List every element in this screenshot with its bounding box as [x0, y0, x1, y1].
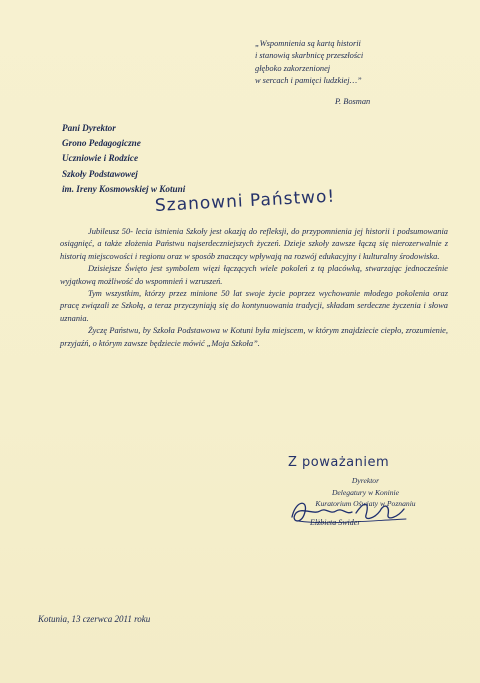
body-paragraph: Dzisiejsze Święto jest symbolem więzi łączących wiele pokoleń z tą placówką, stwarzając jednocześnie wyjątkową możliwość do wspomnień i wzruszeń. [60, 264, 448, 286]
letter-body [60, 226, 448, 350]
handwritten-closing: Z poważaniem [288, 455, 390, 470]
signatory-name: Elżbieta Swider [310, 518, 361, 527]
motto-author: P. Bosman [335, 97, 371, 106]
signatory-title-line: Dyrektor [351, 476, 380, 485]
handwritten-greeting: Szanowni Państwo! [154, 186, 336, 216]
addressee-line: Szkoły Podstawowej [62, 168, 138, 179]
place-date: Kotunia, 13 czerwca 2011 roku [38, 614, 151, 624]
motto-line: i stanowią skarbnicę przeszłości [255, 51, 364, 61]
addressee-line: im. Ireny Kosmowskiej w Kotuni [62, 183, 186, 194]
addressee-line: Grono Pedagogiczne [62, 138, 141, 149]
addressee-block [62, 121, 185, 197]
body-paragraph: Tym wszystkim, którzy przez minione 50 lat swoje życie poprzez wychowanie młodego pokolenia oraz pracę związali ze Szkołą, a teraz przyczyniają się do kontynuowania tradycji, składam serdeczne życzenia i słowa uznania. [60, 289, 448, 323]
addressee-line: Pani Dyrektor [62, 123, 116, 133]
body-paragraph: Jubileusz 50- lecia istnienia Szkoły jest okazją do refleksji, do przypomnienia jej historii i podsumowania osiągnięć, a także złożenia Państwu najserdeczniejszych życzeń. Dzieje szkoły zawsze łączą się nierozerwalnie z historią miejscowości i regionu oraz w sposób znaczący wpływają na rozwój edukacyjny i kulturalny środowiska. [60, 227, 448, 261]
motto-line: w sercach i pamięci ludzkiej…” [255, 75, 362, 85]
body-paragraph: Życzę Państwu, by Szkoła Podstawowa w Kotuni była miejscem, w którym znajdziecie ciepło, zrozumienie, przyjaźń, o którym zawsze będziecie mówić „Moja Szkoła”. [60, 326, 448, 348]
signatory-title-line: Kuratorium Oświaty w Poznaniu [315, 499, 416, 509]
signatory-title-line: Delegatury w Koninie [331, 487, 400, 497]
motto-line: „Wspomnienia są kartą historii [255, 39, 361, 48]
addressee-line: Uczniowie i Rodzice [62, 153, 139, 164]
motto-line: głęboko zakorzenionej [255, 63, 331, 73]
motto-quote [255, 38, 465, 87]
